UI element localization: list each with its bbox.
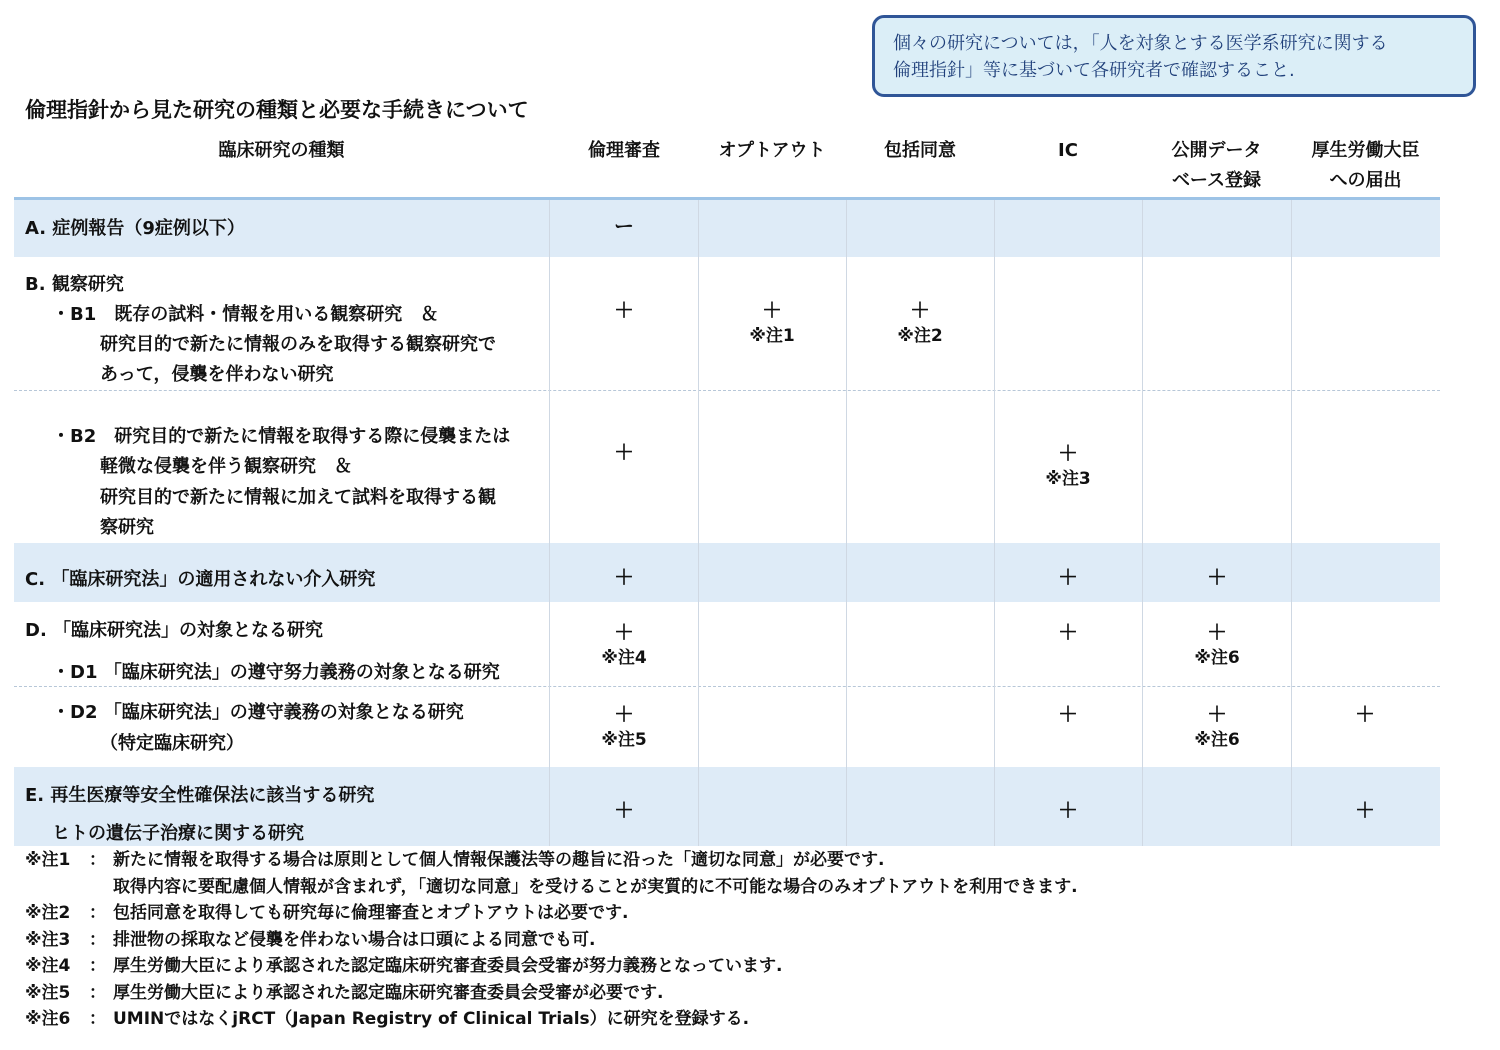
- col-divider: [1291, 200, 1292, 846]
- row-b2-line-4: 察研究: [100, 517, 154, 538]
- row-b2-line-3: 研究目的で新たに情報に加えて試料を取得する観: [100, 487, 496, 508]
- note-ref: ※注5: [601, 730, 647, 750]
- row-c-database: ＋: [1207, 565, 1227, 589]
- note-ref: ※注4: [601, 648, 647, 668]
- row-divider-b: [14, 390, 1440, 391]
- row-d1-ic: ＋: [1058, 620, 1078, 644]
- row-d2-line-2: （特定臨床研究）: [100, 733, 244, 754]
- col-header-ic: IC: [1058, 140, 1078, 161]
- col-header-optout: オプトアウト: [718, 140, 826, 161]
- page-title: 倫理指針から見た研究の種類と必要な手続きについて: [25, 98, 529, 122]
- row-d2-mhlw: ＋: [1355, 702, 1375, 726]
- row-a-label: A. 症例報告（9症例以下）: [25, 218, 245, 239]
- row-b2-line-1: ・B2 研究目的で新たに情報を取得する際に侵襲または: [52, 426, 511, 447]
- col-divider: [846, 200, 847, 846]
- notice-line-1: 個々の研究については，「人を対象とする医学系研究に関する: [893, 33, 1388, 54]
- row-e-ethics: ＋: [614, 798, 634, 822]
- row-d2-ethics: ＋ ※注5: [564, 701, 684, 753]
- note-ref: ※注2: [897, 326, 943, 346]
- row-d1-ethics: ＋ ※注4: [564, 619, 684, 671]
- note-ref: ※注6: [1194, 730, 1240, 750]
- row-b-label: B. 観察研究: [25, 274, 124, 295]
- col-divider: [698, 200, 699, 846]
- row-a-ethics: ー: [614, 214, 634, 238]
- note-ref: ※注1: [749, 326, 795, 346]
- col-header-broad-consent: 包括同意: [884, 140, 956, 161]
- col-divider: [549, 200, 550, 846]
- row-b1-broad-consent: ＋ ※注2: [860, 297, 980, 349]
- row-b1-line-1: ・B1 既存の試料・情報を用いる観察研究 ＆: [52, 304, 439, 325]
- row-e-ic: ＋: [1058, 798, 1078, 822]
- col-header-type: 臨床研究の種類: [218, 140, 345, 161]
- row-b2-line-2: 軽微な侵襲を伴う観察研究 ＆: [100, 456, 352, 477]
- row-b1-ethics: ＋: [614, 298, 634, 322]
- row-b1-optout: ＋ ※注1: [712, 297, 832, 349]
- row-b1-line-2: 研究目的で新たに情報のみを取得する観察研究で: [100, 334, 496, 355]
- row-b1-line-3: あって，侵襲を伴わない研究: [100, 364, 334, 385]
- note-ref: ※注6: [1194, 648, 1240, 668]
- note-ref: ※注3: [1045, 469, 1091, 489]
- row-e-line-2: ヒトの遺伝子治療に関する研究: [52, 823, 304, 844]
- row-d2-line-1: ・D2 「臨床研究法」の遵守義務の対象となる研究: [52, 702, 464, 723]
- row-d-label: D. 「臨床研究法」の対象となる研究: [25, 620, 324, 641]
- row-e-mhlw: ＋: [1355, 798, 1375, 822]
- row-d1-line-1: ・D1 「臨床研究法」の遵守努力義務の対象となる研究: [52, 662, 500, 683]
- col-header-mhlw: 厚生労働大臣 への届出: [1311, 140, 1420, 191]
- row-b2-ethics: ＋: [614, 440, 634, 464]
- col-header-ethics: 倫理審査: [588, 140, 660, 161]
- row-divider-d: [14, 686, 1440, 687]
- notice-line-2: 倫理指針」等に基づいて各研究者で確認すること.: [893, 60, 1295, 81]
- row-d2-ic: ＋: [1058, 702, 1078, 726]
- col-header-database: 公開データ ベース登録: [1171, 140, 1262, 191]
- row-c-label: C. 「臨床研究法」の適用されない介入研究: [25, 569, 376, 590]
- row-b2-ic: ＋ ※注3: [1008, 440, 1128, 492]
- row-c-ethics: ＋: [614, 565, 634, 589]
- col-divider: [1142, 200, 1143, 846]
- row-c-ic: ＋: [1058, 565, 1078, 589]
- row-d2-database: ＋ ※注6: [1157, 701, 1277, 753]
- row-d1-database: ＋ ※注6: [1157, 619, 1277, 671]
- row-e-line-1: E. 再生医療等安全性確保法に該当する研究: [25, 785, 375, 806]
- col-divider: [994, 200, 995, 846]
- notice-box: [872, 15, 1476, 97]
